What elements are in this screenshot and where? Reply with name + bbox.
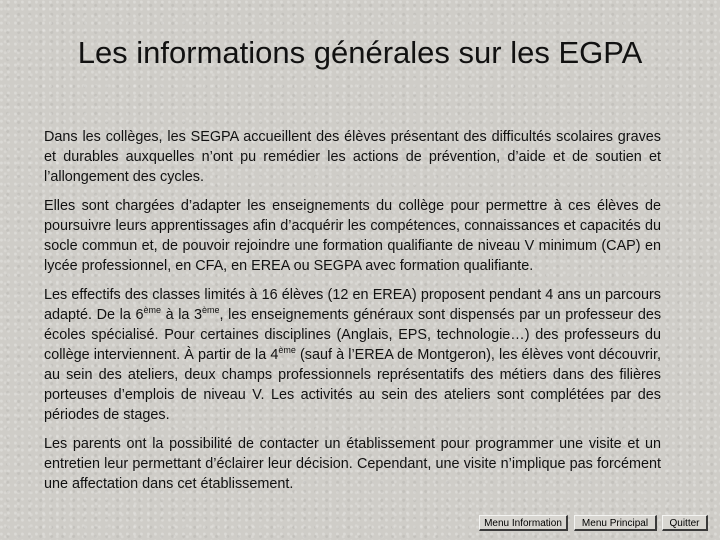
paragraph-segpa-organisation xyxy=(44,285,661,425)
menu-information-button[interactable]: Menu Information xyxy=(479,515,568,531)
menu-principal-button[interactable]: Menu Principal xyxy=(574,515,657,531)
superscript: ème xyxy=(202,305,220,316)
quit-button[interactable]: Quitter xyxy=(662,515,708,531)
superscript: ème xyxy=(278,345,296,356)
paragraph-segpa-mission: Elles sont chargées d’adapter les enseignements du collège pour permettre à ces élèves de poursuivre leurs apprentissages afin d’acquérir les compétences, connaissances et capacités du socle commun et, de pouvoir rejoindre une formation qualifiante de niveau V minimum (CAP) en lycée professionnel, en CFA, en EREA ou SEGPA avec formation qualifiante. xyxy=(44,198,661,274)
text-run: (sauf à l’EREA de Montgeron), les élèves vont découvrir, au sein des ateliers, deux champs professionnels représentatifs des métiers dans des filières porteuses d’emplois de niveau V. Les activités au sein des ateliers sont complétées par des périodes de stages. xyxy=(44,347,661,423)
body-text xyxy=(44,127,661,503)
text-run: , les enseignements généraux sont dispensés par un professeur des écoles spécialisé. Pour certaines disciplines (Anglais, EPS, technologie…) des professeurs du collège interviennent. À partir de la 4 xyxy=(44,307,662,363)
superscript: ème xyxy=(143,305,161,316)
paragraph-parents-visit: Les parents ont la possibilité de contacter un établissement pour programmer une visite et un entretien leur permettant d’éclairer leur décision. Cependant, une visite n’implique pas forcément une affectation dans cet établissement. xyxy=(44,436,661,492)
paragraph-segpa-intro: Dans les collèges, les SEGPA accueillent des élèves présentant des difficultés scolaires graves et durables auxquelles n’ont pu remédier les actions de prévention, d’aide et de soutien et l’allongement des cycles. xyxy=(44,129,661,185)
text-run: à la 3 xyxy=(160,307,203,323)
text-run: Les effectifs des classes limités à 16 élèves (12 en EREA) proposent pendant 4 ans un parcours adapté. De la 6 xyxy=(44,287,661,323)
page-title: Les informations générales sur les EGPA xyxy=(77,35,643,70)
navigation-bar xyxy=(0,515,720,533)
